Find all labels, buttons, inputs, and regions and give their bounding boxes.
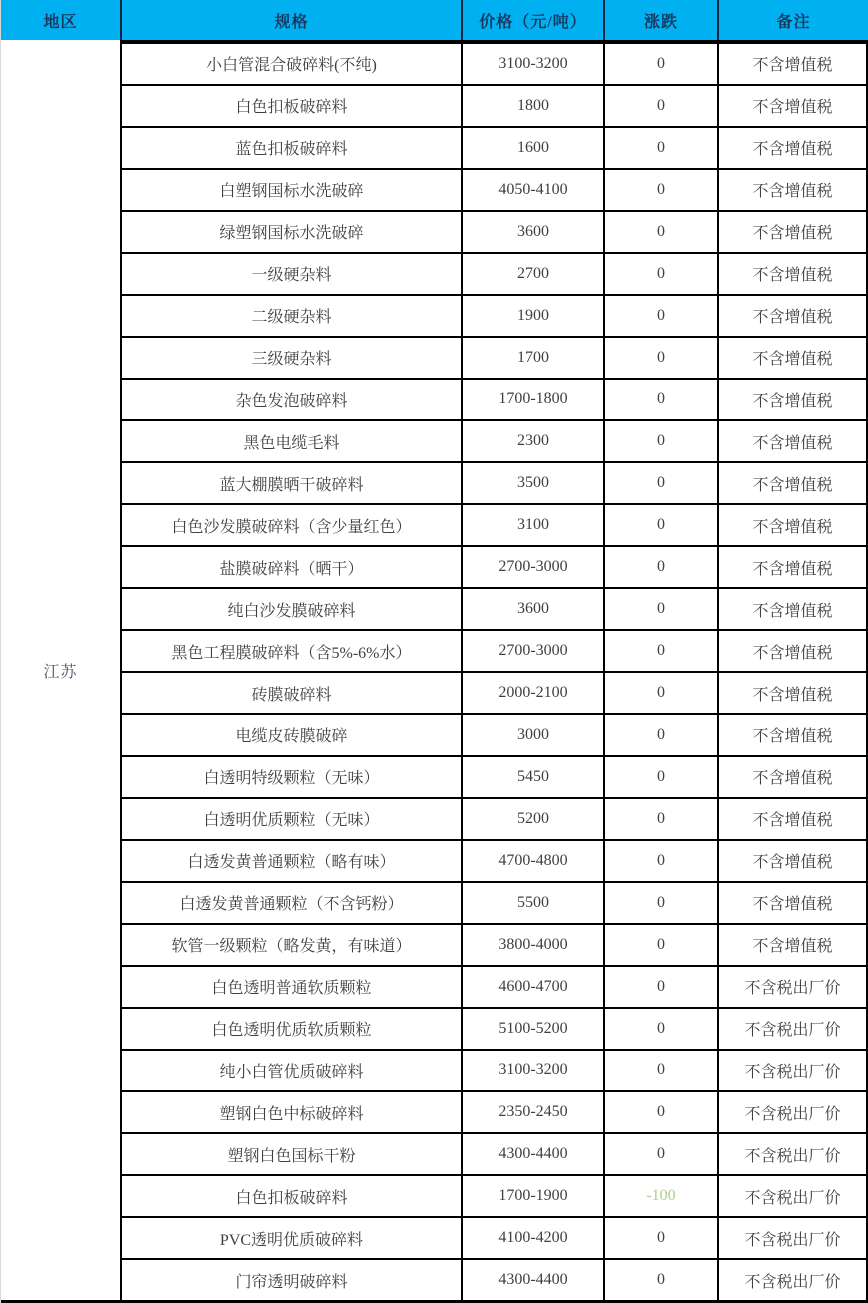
change-cell: 0 xyxy=(605,841,719,881)
note-cell: 不含增值税 xyxy=(752,854,833,872)
change-cell: 0 xyxy=(605,967,719,1007)
note-cell: 不含税出厂价 xyxy=(744,980,841,998)
header-change: 涨跌 xyxy=(605,0,719,40)
change-cell: 0 xyxy=(605,925,719,965)
price-cell: 1800 xyxy=(463,86,605,126)
note-cell: 不含增值税 xyxy=(752,267,833,285)
note-cell: 不含税出厂价 xyxy=(744,1022,841,1040)
spec-cell: 白色扣板破碎料 xyxy=(122,86,463,126)
header-price: 价格（元/吨） xyxy=(463,0,605,40)
table-row xyxy=(122,883,866,925)
change-cell: 0 xyxy=(605,505,719,545)
spec-cell: 软管一级颗粒（略发黄，有味道） xyxy=(122,925,463,965)
change-cell: 0 xyxy=(605,589,719,629)
price-cell: 2700-3000 xyxy=(463,631,605,671)
note-cell: 不含税出厂价 xyxy=(744,1105,841,1123)
note-cell: 不含增值税 xyxy=(752,476,833,494)
spec-cell: 杂色发泡破碎料 xyxy=(122,380,463,420)
spec-cell: 白透发黄普通颗粒（略有味） xyxy=(122,841,463,881)
note-cell: 不含税出厂价 xyxy=(744,1147,841,1165)
table-row xyxy=(122,170,866,212)
price-cell: 4300-4400 xyxy=(463,1134,605,1174)
note-cell: 不含增值税 xyxy=(752,728,833,746)
note-cell: 不含税出厂价 xyxy=(744,1063,841,1081)
price-cell: 2300 xyxy=(463,421,605,461)
table-row xyxy=(122,338,866,380)
table-row xyxy=(122,128,866,170)
price-cell: 4300-4400 xyxy=(463,1260,605,1300)
price-cell: 2350-2450 xyxy=(463,1092,605,1132)
table-row xyxy=(122,86,866,128)
note-cell: 不含增值税 xyxy=(752,812,833,830)
spec-cell: 纯小白管优质破碎料 xyxy=(122,1051,463,1091)
spec-cell: 白透明特级颗粒（无味） xyxy=(122,757,463,797)
change-cell: 0 xyxy=(605,1260,719,1300)
change-cell: 0 xyxy=(605,296,719,336)
header-region: 地区 xyxy=(1,0,122,40)
spec-cell: 塑钢白色中标破碎料 xyxy=(122,1092,463,1132)
table-row xyxy=(122,421,866,463)
note-cell: 不含增值税 xyxy=(752,57,833,75)
spec-cell: 门帘透明破碎料 xyxy=(122,1260,463,1300)
change-cell: 0 xyxy=(605,1134,719,1174)
note-cell: 不含增值税 xyxy=(752,644,833,662)
spec-cell: PVC透明优质破碎料 xyxy=(122,1218,463,1258)
change-cell: 0 xyxy=(605,170,719,210)
change-cell: 0 xyxy=(605,883,719,923)
spec-cell: 白塑钢国标水洗破碎 xyxy=(122,170,463,210)
region-cell: 江苏 xyxy=(1,40,122,1300)
change-cell: 0 xyxy=(605,715,719,755)
change-cell: 0 xyxy=(605,1218,719,1258)
note-cell: 不含增值税 xyxy=(752,770,833,788)
table-row xyxy=(122,212,866,254)
price-cell: 3600 xyxy=(463,212,605,252)
table-row xyxy=(122,44,866,86)
price-cell: 3000 xyxy=(463,715,605,755)
spec-cell: 三级硬杂料 xyxy=(122,338,463,378)
table-header-row xyxy=(1,0,868,40)
price-cell: 3600 xyxy=(463,589,605,629)
change-cell: 0 xyxy=(605,212,719,252)
header-spec: 规格 xyxy=(122,0,463,40)
table-row xyxy=(122,505,866,547)
spec-cell: 蓝色扣板破碎料 xyxy=(122,128,463,168)
table-row xyxy=(122,589,866,631)
table-row xyxy=(122,925,866,967)
note-cell: 不含增值税 xyxy=(752,183,833,201)
price-cell: 2700-3000 xyxy=(463,547,605,587)
change-cell: 0 xyxy=(605,1092,719,1132)
header-note: 备注 xyxy=(776,13,811,31)
note-cell: 不含增值税 xyxy=(752,938,833,956)
spec-cell: 黑色工程膜破碎料（含5%-6%水） xyxy=(122,631,463,671)
note-cell: 不含增值税 xyxy=(752,392,833,410)
change-cell: 0 xyxy=(605,799,719,839)
change-cell: 0 xyxy=(605,421,719,461)
price-cell: 3500 xyxy=(463,463,605,503)
table-body xyxy=(1,40,868,1303)
price-cell: 3100-3200 xyxy=(463,44,605,84)
spec-cell: 塑钢白色国标干粉 xyxy=(122,1134,463,1174)
table-row xyxy=(122,1260,866,1300)
note-cell: 不含增值税 xyxy=(752,602,833,620)
table-row xyxy=(122,841,866,883)
table-row xyxy=(122,1134,866,1176)
table-row xyxy=(122,1218,866,1260)
spec-cell: 白色扣板破碎料 xyxy=(122,1176,463,1216)
change-cell: 0 xyxy=(605,86,719,126)
change-cell: 0 xyxy=(605,631,719,671)
table-row xyxy=(122,673,866,715)
price-cell: 3100-3200 xyxy=(463,1051,605,1091)
note-cell: 不含增值税 xyxy=(752,351,833,369)
spec-cell: 纯白沙发膜破碎料 xyxy=(122,589,463,629)
price-cell: 4050-4100 xyxy=(463,170,605,210)
spec-cell: 二级硬杂料 xyxy=(122,296,463,336)
note-cell: 不含增值税 xyxy=(752,434,833,452)
change-cell: 0 xyxy=(605,1009,719,1049)
note-cell: 不含增值税 xyxy=(752,518,833,536)
change-cell: 0 xyxy=(605,673,719,713)
price-cell: 1900 xyxy=(463,296,605,336)
price-cell: 3800-4000 xyxy=(463,925,605,965)
spec-cell: 绿塑钢国标水洗破碎 xyxy=(122,212,463,252)
spec-cell: 小白管混合破碎料(不纯) xyxy=(122,44,463,84)
note-cell: 不含税出厂价 xyxy=(744,1273,841,1291)
spec-cell: 一级硬杂料 xyxy=(122,254,463,294)
table-row xyxy=(122,631,866,673)
table-row xyxy=(122,296,866,338)
spec-cell: 盐膜破碎料（晒干） xyxy=(122,547,463,587)
price-cell: 4700-4800 xyxy=(463,841,605,881)
table-row xyxy=(122,1009,866,1051)
price-cell: 4100-4200 xyxy=(463,1218,605,1258)
spec-cell: 电缆皮砖膜破碎 xyxy=(122,715,463,755)
table-row xyxy=(122,463,866,505)
change-cell: 0 xyxy=(605,1051,719,1091)
note-cell: 不含增值税 xyxy=(752,896,833,914)
table-row xyxy=(122,1092,866,1134)
price-cell: 4600-4700 xyxy=(463,967,605,1007)
price-cell: 5450 xyxy=(463,757,605,797)
spec-cell: 砖膜破碎料 xyxy=(122,673,463,713)
spec-cell: 白色沙发膜破碎料（含少量红色） xyxy=(122,505,463,545)
table-row xyxy=(122,715,866,757)
note-cell: 不含增值税 xyxy=(752,560,833,578)
change-cell: 0 xyxy=(605,338,719,378)
price-cell: 2000-2100 xyxy=(463,673,605,713)
price-cell: 1700 xyxy=(463,338,605,378)
table-row xyxy=(122,1176,866,1218)
change-cell: 0 xyxy=(605,254,719,294)
price-cell: 1700-1800 xyxy=(463,380,605,420)
price-cell: 2700 xyxy=(463,254,605,294)
change-cell: 0 xyxy=(605,547,719,587)
spec-cell: 白透发黄普通颗粒（不含钙粉） xyxy=(122,883,463,923)
table-row xyxy=(122,967,866,1009)
spec-cell: 白透明优质颗粒（无味） xyxy=(122,799,463,839)
change-cell: 0 xyxy=(605,463,719,503)
table-row xyxy=(122,254,866,296)
spec-cell: 黑色电缆毛料 xyxy=(122,421,463,461)
change-cell: -100 xyxy=(605,1176,719,1216)
note-cell: 不含增值税 xyxy=(752,99,833,117)
note-cell: 不含增值税 xyxy=(752,686,833,704)
price-cell: 1700-1900 xyxy=(463,1176,605,1216)
price-cell: 1600 xyxy=(463,128,605,168)
price-cell: 5500 xyxy=(463,883,605,923)
note-cell: 不含增值税 xyxy=(752,225,833,243)
change-cell: 0 xyxy=(605,757,719,797)
change-cell: 0 xyxy=(605,44,719,84)
spec-cell: 白色透明优质软质颗粒 xyxy=(122,1009,463,1049)
change-cell: 0 xyxy=(605,128,719,168)
table-row xyxy=(122,757,866,799)
change-cell: 0 xyxy=(605,380,719,420)
price-cell: 3100 xyxy=(463,505,605,545)
note-cell: 不含税出厂价 xyxy=(744,1189,841,1207)
table-row xyxy=(122,1051,866,1093)
note-cell: 不含税出厂价 xyxy=(744,1231,841,1249)
note-cell: 不含增值税 xyxy=(752,309,833,327)
table-row xyxy=(122,547,866,589)
spec-cell: 蓝大棚膜晒干破碎料 xyxy=(122,463,463,503)
table-row xyxy=(122,380,866,422)
price-cell: 5100-5200 xyxy=(463,1009,605,1049)
table-rows xyxy=(122,40,866,1300)
price-cell: 5200 xyxy=(463,799,605,839)
note-cell: 不含增值税 xyxy=(752,141,833,159)
table-row xyxy=(122,799,866,841)
spec-cell: 白色透明普通软质颗粒 xyxy=(122,967,463,1007)
